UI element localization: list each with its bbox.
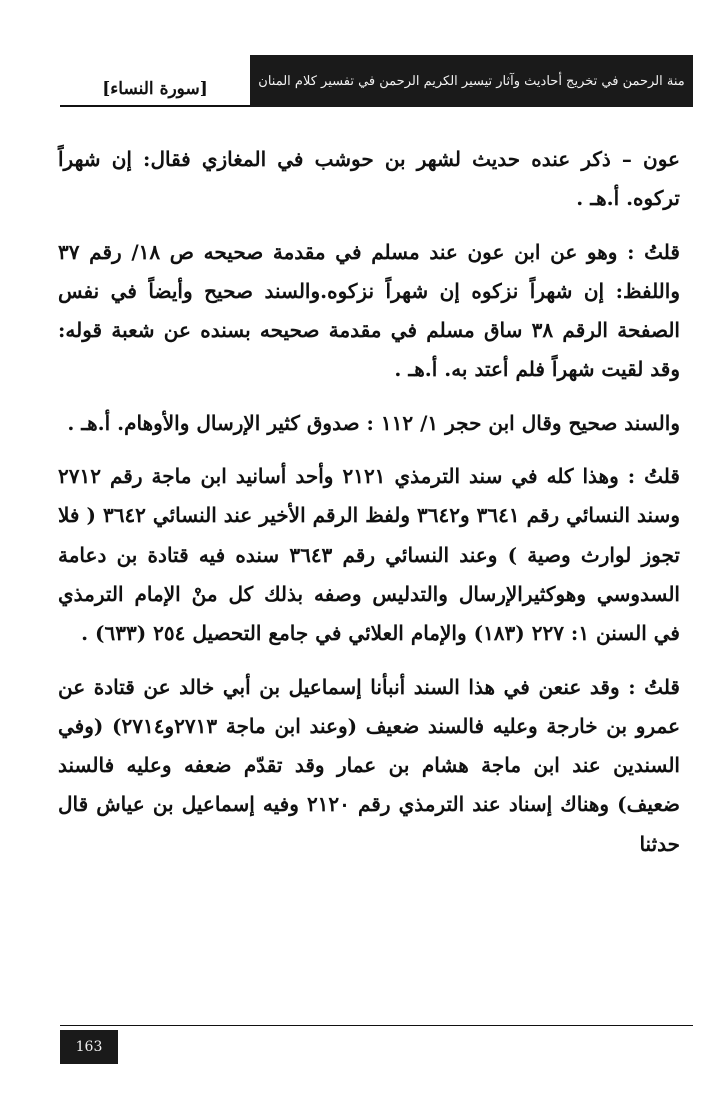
- paragraph-3: والسند صحيح وقال ابن حجر ١/ ١١٢ : صدوق كثير الإرسال والأوهام. أ.هـ .: [67, 410, 680, 435]
- paragraph-5: قلتُ : وقد عنعن في هذا السند أنبأنا إسماعيل بن أبي خالد عن قتادة عن عمرو بن خارجة وعليه فالسند ضعيف (وعند ابن ماجة ٢٧١٣و٢٧١٤) (وفي السندين عند ابن ماجة هشام بن عمار وقد تقدّم ضعفه وعليه فالسند ضعيف) وهناك إسناد عند الترمذي رقم ٢١٢٠ وفيه إسماعيل بن عياش قال حدثنا: [58, 674, 681, 856]
- surah-label: [سورة النساء]: [60, 55, 250, 107]
- book-title-banner: منة الرحمن في تخريج أحاديث وآثار تيسير الكريم الرحمن في تفسير كلام المنان: [250, 55, 693, 107]
- paragraph-1: عون – ذكر عنده حديث لشهر بن حوشب في المغازي فقال: إن شهراً تركوه. أ.هـ .: [58, 147, 680, 211]
- running-header: [60, 55, 693, 107]
- paragraph-4: قلتُ : وهذا كله في سند الترمذي ٢١٢١ وأحد أسانيد ابن ماجة رقم ٢٧١٢ وسند النسائي رقم ٣٦٤١ و٣٦٤٢ ولفظ الرقم الأخير عند النسائي ٣٦٤٢ ( فلا تجوز لوارث وصية ) وعند النسائي رقم ٣٦٤٣ سنده فيه قتادة بن دعامة السدوسي وهوكثيرالإرسال والتدليس وصفه بذلك كل منْ الإمام الترمذي في السنن ١: ٢٢٧ (١٨٣) والإمام العلائي في جامع التحصيل ٢٥٤ (٦٣٣) .: [58, 464, 680, 646]
- paragraph-2: قلتُ : وهو عن ابن عون عند مسلم في مقدمة صحيحه ص ١٨/ رقم ٣٧ واللفظ: إن شهراً نزكوه إن شهراً نزكوه.والسند صحيح وأيضاً في نفس الصفحة الرقم ٣٨ ساق مسلم في مقدمة صحيحه بسنده عن شعبة قوله: وقد لقيت شهراً فلم أعتد به. أ.هـ .: [58, 239, 680, 382]
- footer-divider: [60, 1025, 693, 1026]
- page-number: 163: [60, 1030, 118, 1064]
- page-body: [58, 140, 680, 864]
